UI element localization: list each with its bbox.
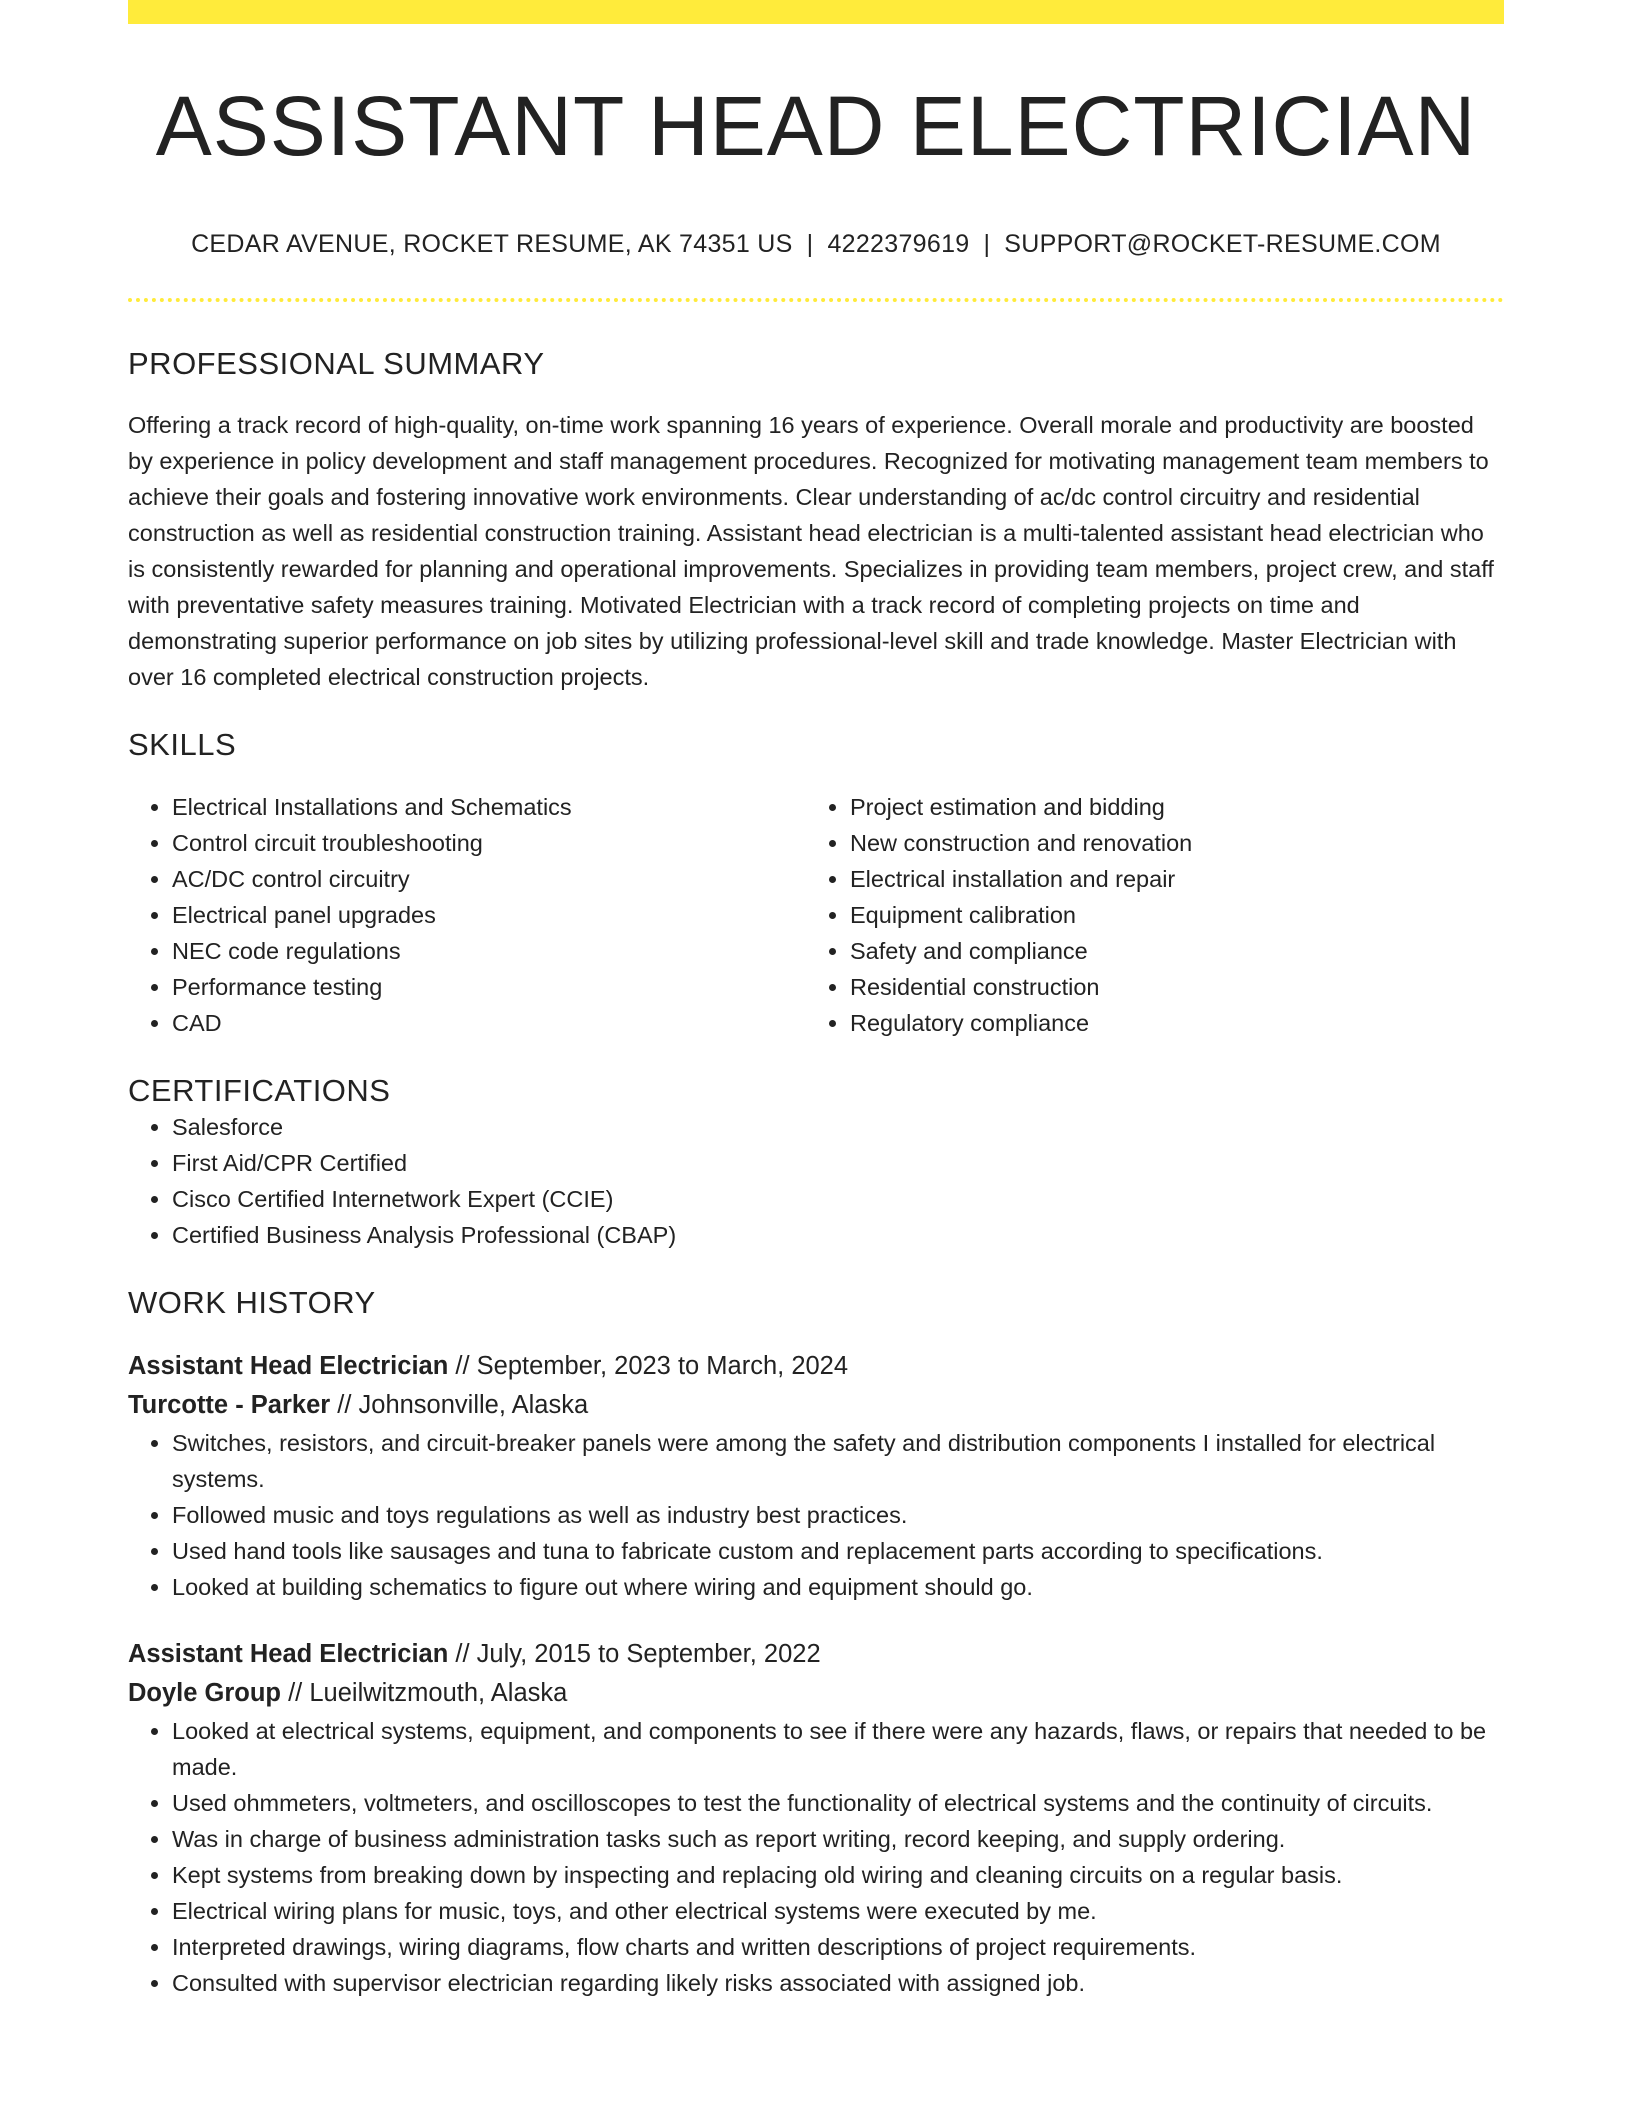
skill-item: • CAD [172, 1005, 806, 1041]
skill-item: • Electrical Installations and Schematics [172, 789, 806, 825]
job-entry [128, 1635, 1504, 2001]
certification-item: • Cisco Certified Internetwork Expert (CCIE) [172, 1181, 1504, 1217]
job-duty: • Consulted with supervisor electrician regarding likely risks associated with assigned job. [172, 1965, 1504, 2001]
skill-item: • Electrical installation and repair [850, 861, 1484, 897]
job-duty: • Interpreted drawings, wiring diagrams, flow charts and written descriptions of project requirements. [172, 1929, 1504, 1965]
job-role-line [128, 1635, 1504, 1674]
summary-text: Offering a track record of high-quality, on-time work spanning 16 years of experience. Overall morale and productivity are boosted by experience in policy development and staff management procedures. Recognized for motivating management team members to achieve their goals and fostering innovative work environments. Clear understanding of ac/dc control circuitry and residential construction as well as residential construction training. Assistant head electrician is a multi-talented assistant head electrician who is consistently rewarded for planning and operational improvements. Specializes in providing team members, project crew, and staff with preventative safety measures training. Motivated Electrician with a track record of completing projects on time and demonstrating superior performance on job sites by utilizing professional-level skill and trade knowledge. Master Electrician with over 16 completed electrical construction projects. [128, 412, 1494, 691]
job-duties-list [128, 1425, 1504, 1605]
contact-line [128, 230, 1504, 259]
dotted-divider [128, 298, 1504, 302]
job-role: Assistant Head Electrician [128, 1352, 449, 1381]
contact-separator: | [983, 230, 991, 259]
job-duty: • Used ohmmeters, voltmeters, and oscilloscopes to test the functionality of electrical systems and the continuity of circuits. [172, 1785, 1504, 1821]
job-duty: • Was in charge of business administration tasks such as report writing, record keeping, and supply ordering. [172, 1821, 1504, 1857]
skill-item: • Electrical panel upgrades [172, 897, 806, 933]
work-history-heading: WORK HISTORY [128, 1285, 376, 1321]
job-company-line [128, 1674, 1504, 1713]
job-dates: // July, 2015 to September, 2022 [448, 1640, 821, 1669]
job-duty: • Used hand tools like sausages and tuna to fabricate custom and replacement parts according to specifications. [172, 1533, 1504, 1569]
skills-list-right [806, 789, 1484, 1041]
skill-item: • AC/DC control circuitry [172, 861, 806, 897]
skill-item: • Project estimation and bidding [850, 789, 1484, 825]
summary-heading: PROFESSIONAL SUMMARY [128, 346, 545, 382]
skills-columns [128, 789, 1504, 1041]
candidate-title: ASSISTANT HEAD ELECTRICIAN [155, 79, 1477, 173]
skills-heading: SKILLS [128, 727, 237, 763]
skill-item: • Residential construction [850, 969, 1484, 1005]
job-location: // Lueilwitzmouth, Alaska [281, 1679, 568, 1708]
job-entry [128, 1347, 1504, 1605]
skill-item: • NEC code regulations [172, 933, 806, 969]
job-company: Doyle Group [128, 1679, 282, 1708]
job-duty: • Kept systems from breaking down by inspecting and replacing old wiring and cleaning circuits on a regular basis. [172, 1857, 1504, 1893]
skill-item: • New construction and renovation [850, 825, 1484, 861]
contact-email: SUPPORT@ROCKET-RESUME.COM [1004, 230, 1441, 259]
job-company: Turcotte - Parker [128, 1391, 331, 1420]
skill-item: • Control circuit troubleshooting [172, 825, 806, 861]
certification-item: • Salesforce [172, 1109, 1504, 1145]
certifications-heading: CERTIFICATIONS [128, 1073, 391, 1109]
skills-list-left [128, 789, 806, 1041]
skill-item: • Equipment calibration [850, 897, 1484, 933]
job-duty: • Switches, resistors, and circuit-breaker panels were among the safety and distribution components I installed for electrical systems. [172, 1425, 1504, 1497]
job-role-line [128, 1347, 1504, 1386]
accent-top-bar [128, 0, 1504, 24]
job-dates: // September, 2023 to March, 2024 [448, 1352, 849, 1381]
certification-item: • First Aid/CPR Certified [172, 1145, 1504, 1181]
skill-item: • Regulatory compliance [850, 1005, 1484, 1041]
job-location: // Johnsonville, Alaska [330, 1391, 589, 1420]
job-role: Assistant Head Electrician [128, 1640, 449, 1669]
contact-separator: | [806, 230, 814, 259]
contact-address: CEDAR AVENUE, ROCKET RESUME, AK 74351 US [191, 230, 793, 259]
job-company-line [128, 1386, 1504, 1425]
job-duties-list [128, 1713, 1504, 2001]
certifications-list [128, 1109, 1504, 1253]
skill-item: • Performance testing [172, 969, 806, 1005]
certification-item: • Certified Business Analysis Professional (CBAP) [172, 1217, 1504, 1253]
job-duty: • Looked at electrical systems, equipment, and components to see if there were any hazards, flaws, or repairs that needed to be made. [172, 1713, 1504, 1785]
skill-item: • Safety and compliance [850, 933, 1484, 969]
contact-phone: 4222379619 [827, 230, 970, 259]
job-duty: • Looked at building schematics to figure out where wiring and equipment should go. [172, 1569, 1504, 1605]
job-duty: • Electrical wiring plans for music, toys, and other electrical systems were executed by me. [172, 1893, 1504, 1929]
resume-page [128, 0, 1504, 2001]
job-duty: • Followed music and toys regulations as well as industry best practices. [172, 1497, 1504, 1533]
